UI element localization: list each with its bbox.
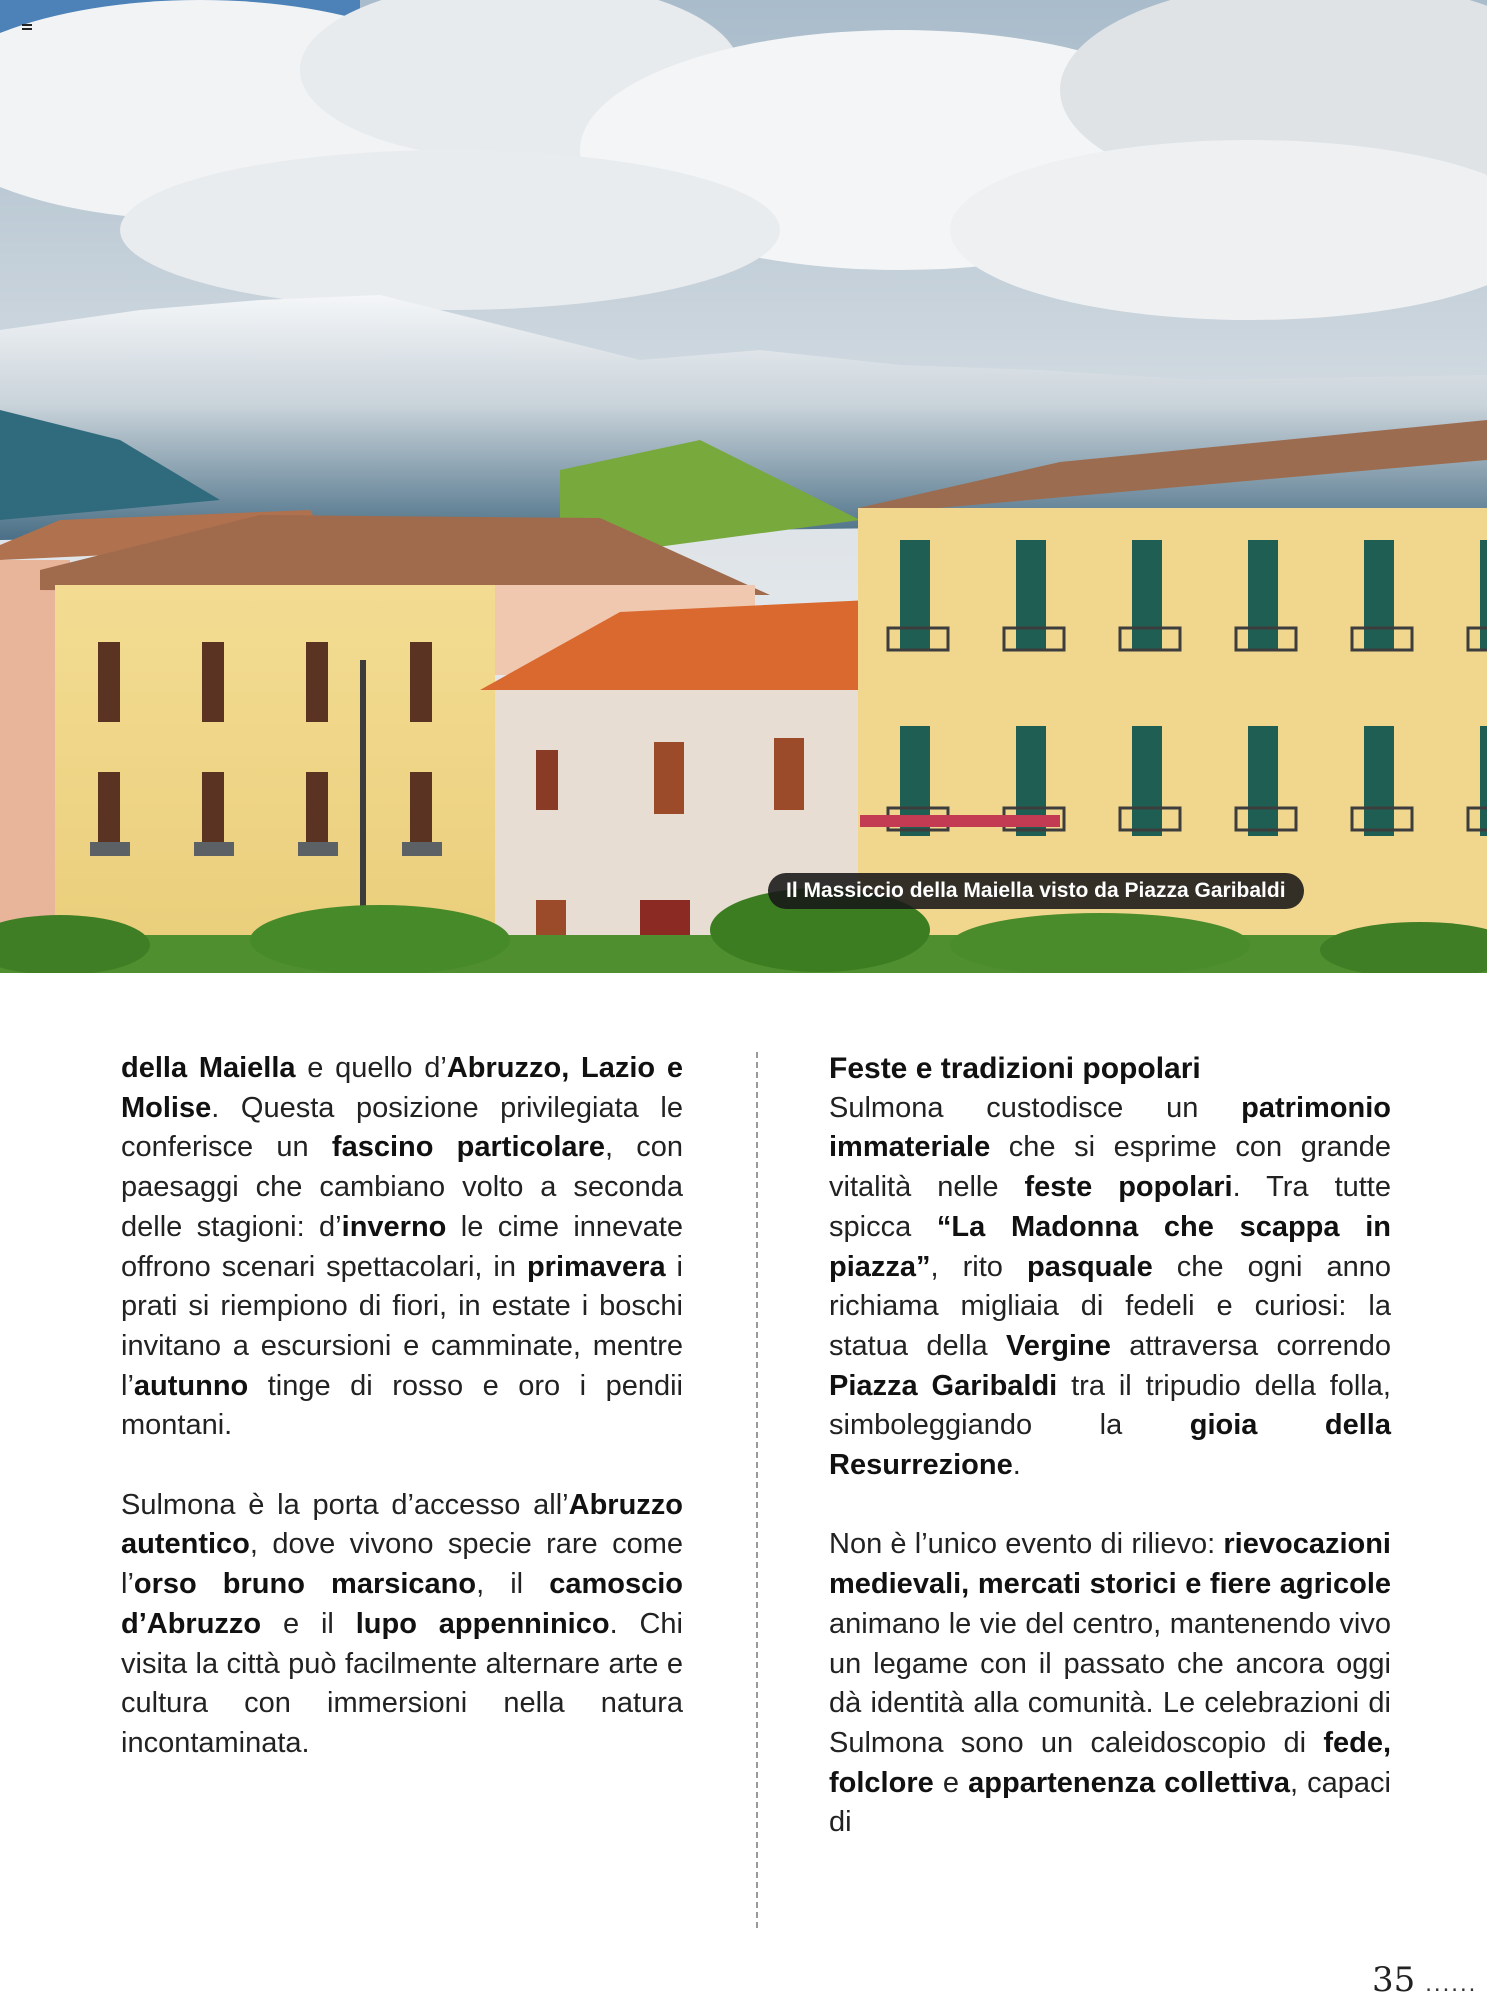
right-column	[829, 1049, 1391, 1843]
section-heading: Feste e tradizioni popolari	[829, 1052, 1201, 1085]
right-paragraph-1	[829, 1089, 1391, 1486]
bold-text: Piazza Garibaldi	[829, 1369, 1058, 1402]
text-run: tra il tripudio della folla, simboleggiando la	[829, 1369, 1391, 1442]
text-run: le cime innevate offrono scenari spettacolari, in	[121, 1210, 683, 1283]
bold-text: “La Madonna che scappa in piazza”	[829, 1210, 1391, 1283]
right-paragraph-2	[829, 1525, 1391, 1843]
bold-text: appartenenza collettiva	[968, 1766, 1290, 1799]
text-run: Sulmona è la porta d’accesso all’	[121, 1488, 569, 1521]
hero-photo	[0, 0, 1487, 973]
bold-text: autunno	[133, 1369, 249, 1402]
bold-text: della Maiella	[121, 1052, 296, 1084]
text-run: Non è l’unico evento di rilievo:	[829, 1528, 1224, 1561]
text-run: . Tra tutte spicca	[829, 1171, 1391, 1243]
bold-text: Abruzzo autentico	[121, 1488, 683, 1561]
bold-text: Vergine	[1006, 1329, 1111, 1362]
text-run: Sulmona custodisce un	[829, 1091, 1242, 1124]
text-run: e	[933, 1766, 969, 1799]
folio-dots: ......	[1425, 1970, 1478, 1997]
bold-text: orso bruno marsicano	[133, 1568, 477, 1601]
text-run: , il	[476, 1568, 550, 1601]
bold-text: Abruzzo, Lazio e Molise	[121, 1052, 683, 1124]
text-run: . Questa posizione privilegiata le conferisce un	[121, 1091, 683, 1164]
text-run: , capaci di	[829, 1766, 1391, 1839]
text-run: i prati si riempiono di fiori, in estate i boschi invitano a escursioni e camminate, mentre l’	[121, 1250, 683, 1402]
text-run: attraversa correndo	[1110, 1329, 1391, 1362]
bold-text: fede, folclore	[829, 1726, 1391, 1799]
text-run: tinge di rosso e oro i pendii montani.	[121, 1369, 683, 1442]
text-run: , dove vivono specie rare come l’	[121, 1528, 683, 1601]
menu-icon[interactable]	[22, 24, 32, 32]
left-paragraph-1	[121, 1049, 683, 1446]
bold-text: primavera	[526, 1250, 666, 1283]
photo-caption: Il Massiccio della Maiella visto da Piazza Garibaldi	[768, 873, 1304, 909]
bold-text: inverno	[341, 1210, 447, 1243]
bold-text: camoscio d’Abruzzo	[121, 1568, 684, 1640]
text-run: animano le vie del centro, mantenendo vivo un legame con il passato che ancora oggi dà identità alla comunità. Le celebrazioni di Sulmona sono un caleidoscopio di	[829, 1607, 1391, 1759]
bold-text: feste popolari	[1024, 1171, 1233, 1204]
text-run: che si esprime con grande vitalità nelle	[829, 1131, 1391, 1204]
column-divider	[756, 1052, 758, 1928]
folio	[1372, 1960, 1477, 2000]
text-run: e quello d’	[295, 1052, 447, 1084]
text-run: e il	[261, 1607, 356, 1640]
bold-text: patrimonio immateriale	[829, 1091, 1391, 1164]
piazza-garibaldi-photo	[0, 0, 1487, 973]
text-run: , con paesaggi che cambiano volto a seconda delle stagioni: d’	[121, 1131, 683, 1243]
text-run: , rito	[930, 1250, 1027, 1283]
text-run: .	[1012, 1449, 1021, 1482]
bold-text: fascino particolare	[331, 1131, 605, 1164]
left-paragraph-2	[121, 1486, 683, 1764]
bold-text: lupo appenninico	[355, 1607, 610, 1640]
bold-text: pasquale	[1027, 1250, 1153, 1283]
text-run: . Chi visita la città può facilmente alternare arte e cultura con immersioni nella natura incontaminata.	[121, 1607, 684, 1759]
left-column	[121, 1049, 683, 1764]
bold-text: rievocazioni medievali, mercati storici e fiere agricole	[829, 1528, 1391, 1601]
text-run: che ogni anno richiama migliaia di fedeli e curiosi: la statua della	[829, 1250, 1391, 1362]
page-number: 35	[1372, 1960, 1416, 2000]
bold-text: gioia della Resurrezione	[829, 1409, 1391, 1482]
